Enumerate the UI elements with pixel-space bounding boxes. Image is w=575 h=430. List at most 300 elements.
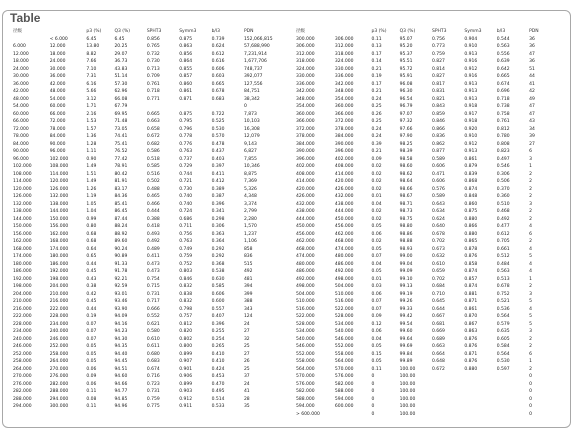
table-cell: 540.000 (296, 336, 315, 342)
table-cell: 69.95 (114, 111, 128, 117)
table-cell: 0.306 (496, 171, 510, 177)
table-cell: 0.514 (211, 396, 225, 402)
table-cell: 0.14 (371, 59, 382, 64)
table-cell: 24.000 (49, 59, 66, 64)
table-cell: 0 (529, 381, 532, 387)
table-cell: 492.000 (334, 269, 354, 274)
table-cell: 0.518 (146, 156, 160, 162)
table-cell: 0.05 (371, 224, 382, 229)
table-cell: 13.80 (86, 44, 100, 49)
table-cell: 564.000 (334, 359, 354, 364)
table-cell: 32 (243, 336, 250, 342)
table-cell: 498.000 (296, 284, 315, 289)
table-cell: 0.857 (179, 74, 193, 79)
table-cell: 0.702 (431, 239, 445, 244)
table-cell: 0.730 (146, 59, 160, 64)
table-cell: 0.02 (371, 164, 382, 169)
table-cell: 60.000 (13, 111, 29, 117)
table-cell: 108.000 (13, 171, 32, 177)
table-cell: 462.000 (334, 231, 354, 237)
table-cell: 0.616 (211, 59, 225, 64)
table-cell: 0.702 (431, 276, 445, 282)
table-cell: 0.493 (146, 231, 160, 237)
table-cell (334, 411, 371, 419)
table-cell: 0.477 (496, 224, 510, 229)
table-cell: 546.000 (296, 344, 315, 349)
table-cell: 7,369 (243, 179, 257, 184)
table-cell: 0.664 (431, 351, 445, 357)
table-cell: 0.05 (86, 359, 97, 364)
table-cell: 66.000 (49, 111, 66, 117)
table-cell: 492.000 (296, 276, 315, 282)
table-cell: 0.875 (179, 36, 193, 42)
table-cell: 99.84 (399, 351, 413, 357)
table-cell: 1.26 (86, 186, 97, 192)
table-cell: 78.91 (114, 164, 128, 169)
table-cell: 4 (529, 246, 532, 252)
table-cell (431, 403, 463, 411)
table-row (12, 66, 284, 74)
table-cell: 0.25 (371, 119, 382, 124)
table-cell: 0.370 (496, 186, 510, 192)
table-row (295, 66, 567, 74)
table-cell: 0.45 (86, 269, 97, 274)
table-cell: 481 (243, 276, 253, 282)
table-cell: 282.000 (49, 381, 69, 387)
table-cell: 0.05 (86, 351, 97, 357)
table-cell: 0.903 (179, 389, 193, 394)
table-cell: 10,346 (243, 164, 260, 169)
table-cell: 0.564 (496, 314, 510, 319)
table-cell: 558.000 (296, 359, 315, 364)
table-cell: 0.606 (211, 66, 225, 72)
table-cell: 0.521 (496, 299, 510, 304)
table-cell: 0.711 (179, 224, 193, 229)
table-cell: 0.630 (211, 276, 225, 282)
table-cell: 0.749 (179, 246, 193, 252)
table-cell: 0.05 (371, 246, 382, 252)
table-cell: 0.606 (431, 164, 445, 169)
table-row (295, 43, 567, 51)
table-cell: 27 (243, 351, 250, 357)
table-cell: 0.871 (464, 299, 478, 304)
table-cell: 0.763 (179, 239, 193, 244)
table-row (12, 58, 284, 66)
table-panel (2, 10, 571, 428)
table-cell: 594.000 (334, 396, 354, 402)
table-cell: 0.684 (431, 284, 445, 289)
table-cell: 318.000 (334, 51, 354, 57)
table-cell: 0.686 (179, 216, 193, 222)
table-cell: 0.576 (431, 186, 445, 192)
data-table-left (12, 28, 284, 411)
table-cell: 93.46 (114, 299, 128, 304)
table-cell (496, 411, 528, 419)
table-cell: 558.000 (334, 351, 354, 357)
table-cell: 0.396 (211, 321, 225, 327)
table-cell: 83.17 (114, 186, 128, 192)
table-row (12, 261, 284, 269)
table-row (295, 246, 567, 254)
table-row (295, 381, 567, 389)
table-cell: 0.731 (146, 291, 160, 297)
table-cell: 420.000 (334, 179, 354, 184)
table-cell: 198.000 (49, 276, 69, 282)
table-cell: 0.510 (496, 201, 510, 207)
table-cell: 94.23 (114, 329, 128, 334)
table-cell: 360.000 (334, 104, 354, 109)
table-cell (463, 403, 495, 411)
table-cell: 588.000 (296, 396, 315, 402)
table-cell: 0.814 (431, 66, 445, 72)
table-cell: 0.09 (371, 314, 382, 319)
table-cell: 438.000 (296, 209, 315, 214)
table-cell: 0.07 (86, 321, 97, 327)
table-cell: 0.488 (146, 186, 160, 192)
table-cell: 0.05 (371, 269, 382, 274)
table-cell: 94.09 (114, 314, 128, 319)
table-row (295, 96, 567, 104)
table-cell: 0.502 (146, 179, 160, 184)
table-cell: 300.000 (49, 404, 69, 409)
table-cell: 0.45 (86, 299, 97, 304)
table-cell: 0.680 (146, 351, 160, 357)
table-cell: 0.710 (431, 291, 445, 297)
table-row (295, 156, 567, 164)
table-cell: 0.705 (496, 239, 510, 244)
table-cell: 66.08 (114, 96, 128, 102)
table-row (295, 111, 567, 119)
table-row (295, 358, 567, 366)
table-row (295, 306, 567, 314)
table-cell: 0.24 (371, 96, 382, 102)
table-cell: 0.07 (371, 299, 382, 304)
table-cell: 1.28 (86, 141, 97, 147)
table-cell: 0.718 (496, 96, 510, 102)
table-cell: 0.407 (211, 314, 225, 319)
table-cell: 0.644 (431, 306, 445, 312)
table-cell: 396.000 (296, 156, 315, 162)
table-cell: 1.36 (86, 134, 97, 139)
table-cell: 47 (529, 111, 535, 117)
table-cell: 0.17 (371, 51, 382, 57)
table-cell: 0.862 (431, 141, 445, 147)
table-row (295, 268, 567, 276)
table-cell: 28 (243, 396, 250, 402)
table-cell: 394 (243, 284, 253, 289)
table-cell: 0.19 (86, 314, 97, 319)
table-cell: 98.86 (399, 231, 413, 237)
table-cell: 6.000 (13, 44, 26, 49)
table-cell: 330.000 (334, 66, 354, 72)
table-cell: 0.557 (211, 306, 225, 312)
table-cell: 2 (529, 209, 532, 214)
table-row (12, 156, 284, 164)
table-cell: 0.410 (211, 351, 225, 357)
table-cell: 0.68 (86, 239, 97, 244)
table-cell: 96.54 (399, 96, 413, 102)
table-cell: 0.798 (179, 306, 193, 312)
table-cell: 0.672 (431, 366, 445, 372)
table-cell: 432.000 (296, 201, 315, 207)
table-cell: 91.78 (114, 269, 128, 274)
table-cell: 150.000 (13, 224, 32, 229)
table-row (295, 103, 567, 111)
table-cell: 162.000 (49, 231, 69, 237)
table-cell: 41 (529, 81, 535, 87)
table-cell: 540.000 (334, 329, 354, 334)
table-cell: 366.000 (296, 119, 315, 124)
table-cell: 0.752 (496, 291, 510, 297)
table-cell: 174.000 (13, 254, 32, 259)
table-row (12, 276, 284, 284)
table-row (295, 276, 567, 284)
table-cell: 0.06 (371, 329, 382, 334)
table-cell: 288.000 (49, 389, 69, 394)
table-cell: 0.68 (86, 231, 97, 237)
table-cell: 0.410 (211, 359, 225, 364)
table-cell: 0.564 (496, 351, 510, 357)
table-cell: 0.858 (464, 261, 478, 267)
table-cell: 468.000 (334, 239, 354, 244)
table-cell: 36 (529, 44, 535, 49)
table-cell: 0.665 (211, 81, 225, 87)
table-row (12, 283, 284, 291)
table-cell: 0.570 (211, 134, 225, 139)
table-cell: 0.411 (211, 171, 225, 177)
table-cell: 0.744 (179, 171, 193, 177)
table-cell: < 6.000 (49, 36, 68, 42)
table-cell: 0.06 (86, 381, 97, 387)
table-cell: 0.913 (464, 89, 478, 94)
table-cell: 312.000 (296, 51, 315, 57)
table-row (295, 201, 567, 209)
table-cell: 90.000 (49, 141, 66, 147)
table-cell: 0.848 (464, 194, 478, 199)
table-cell: 0.473 (146, 269, 160, 274)
table-cell: 7.10 (86, 66, 97, 72)
table-cell: 324.000 (334, 59, 354, 64)
table-cell (463, 373, 495, 381)
table-cell: 0.05 (371, 359, 382, 364)
table-cell (178, 103, 210, 111)
table-cell: 0.911 (179, 404, 193, 409)
table-cell: 16,308 (243, 126, 260, 132)
table-cell: 336.000 (334, 74, 354, 79)
table-cell: 0.07 (371, 254, 382, 259)
table-cell: 343 (243, 306, 253, 312)
table-cell: 0.683 (211, 96, 225, 102)
table-cell: 0.913 (464, 149, 478, 154)
table-cell: 0.546 (496, 164, 510, 169)
table-cell: 336.000 (296, 81, 315, 87)
table-cell: 0.453 (211, 374, 225, 379)
table-cell: 0.715 (146, 284, 160, 289)
table-cell: 89.60 (114, 239, 128, 244)
table-cell: 570.000 (334, 366, 354, 372)
table-cell: 72.000 (49, 119, 66, 124)
table-cell: 0.397 (211, 164, 225, 169)
table-cell: 0.832 (179, 299, 193, 304)
table-cell: 100.00 (399, 374, 416, 379)
table-cell: 97.66 (399, 126, 413, 132)
table-cell: 0.740 (179, 201, 193, 207)
table-cell: 3 (529, 156, 532, 162)
table-cell: 552.000 (334, 344, 354, 349)
table-row (12, 186, 284, 194)
table-cell: 18.000 (13, 59, 29, 64)
table-cell: 94.51 (114, 366, 128, 372)
table-cell: 0.19 (371, 74, 382, 79)
table-cell: 43.83 (114, 66, 128, 72)
table-row (12, 358, 284, 366)
table-cell: 0.600 (211, 299, 225, 304)
table-cell: 432.000 (334, 194, 354, 199)
table-cell: 0 (529, 411, 532, 417)
table-cell (431, 396, 463, 404)
table-cell: 162.000 (13, 239, 32, 244)
table-row (12, 246, 284, 254)
table-cell: 0.773 (431, 44, 445, 49)
table-cell: 0.839 (464, 171, 478, 177)
table-cell: 0.525 (211, 119, 225, 124)
table-cell: 0.403 (211, 156, 225, 162)
table-cell: 100.00 (399, 396, 416, 402)
table-cell: 0.08 (86, 396, 97, 402)
table-cell: 0.709 (146, 74, 160, 79)
table-cell: 0.01 (371, 194, 382, 199)
table-cell: 0.03 (371, 284, 382, 289)
table-cell: 25 (243, 344, 250, 349)
table-cell: 0.754 (146, 276, 160, 282)
table-cell: 1.05 (86, 201, 97, 207)
table-cell: 0.674 (496, 81, 510, 87)
table-cell: 25 (243, 366, 250, 372)
table-row (295, 403, 567, 411)
table-cell: 27 (243, 329, 250, 334)
table-cell: 0.341 (211, 209, 225, 214)
table-cell: 99.00 (399, 254, 413, 259)
table-header-row (295, 28, 567, 36)
table-row (12, 111, 284, 119)
table-cell: 180.000 (13, 261, 32, 267)
table-cell: 0.597 (496, 366, 510, 372)
table-cell: 0.761 (146, 81, 160, 87)
table-row (295, 321, 567, 329)
table-cell: 2 (529, 284, 532, 289)
table-cell: 98.60 (399, 164, 413, 169)
table-cell: 0.255 (211, 329, 225, 334)
table-cell: 0.530 (496, 359, 510, 364)
table-cell: 90.24 (114, 246, 128, 252)
table-cell (463, 388, 495, 396)
table-cell: 2 (529, 216, 532, 222)
table-cell: 450.000 (334, 216, 354, 222)
table-cell: 0.579 (496, 321, 510, 327)
table-cell: 528.000 (334, 314, 354, 319)
table-cell: 0.913 (464, 96, 478, 102)
table-cell: 0.874 (464, 186, 478, 192)
table-cell: 186.000 (49, 261, 69, 267)
table-cell: 84,751 (243, 89, 260, 94)
table-cell (431, 388, 463, 396)
table-cell: 93.90 (114, 306, 128, 312)
table-cell: 99.10 (399, 276, 413, 282)
table-cell: 0.11 (371, 36, 382, 42)
table-cell: 0.360 (496, 194, 510, 199)
table-cell: 0.04 (371, 201, 382, 207)
table-cell: 96.79 (399, 104, 413, 109)
table-cell: 99.89 (399, 359, 413, 364)
table-cell: 204.000 (13, 291, 32, 297)
table-cell: 264.000 (49, 359, 69, 364)
table-cell: 74.41 (114, 134, 128, 139)
table-cell: 54.000 (13, 104, 29, 109)
table-cell: 0.254 (211, 336, 225, 342)
table-cell: 246.000 (13, 344, 32, 349)
table-cell: 0.870 (464, 314, 478, 319)
table-cell: 180.000 (49, 254, 69, 259)
table-cell: 0.484 (496, 261, 510, 267)
table-cell: 348.000 (296, 96, 315, 102)
table-cell: 138.000 (13, 209, 32, 214)
table-cell: 2 (529, 194, 532, 199)
table-row (295, 238, 567, 246)
table-cell: 0.64 (86, 246, 97, 252)
table-cell: 98.25 (399, 141, 413, 147)
table-row (12, 171, 284, 179)
table-cell: 0.860 (464, 201, 478, 207)
table-cell: 366.000 (334, 111, 354, 117)
table-cell: 216.000 (49, 299, 69, 304)
table-cell: 0.513 (496, 276, 510, 282)
table-cell: 0 (371, 396, 375, 402)
table-cell: 3 (529, 329, 532, 334)
table-cell: 0.874 (464, 284, 478, 289)
table-cell: 6 (529, 351, 532, 357)
table-cell: 168.000 (13, 246, 32, 252)
table-cell: 348.000 (334, 89, 354, 94)
table-cell: 2,799 (243, 209, 257, 214)
table-cell: 99.13 (399, 284, 413, 289)
table-cell: 0.02 (371, 179, 382, 184)
table-cell: 0.610 (146, 336, 160, 342)
table-cell: 234.000 (49, 321, 69, 327)
table-cell: 5 (529, 321, 532, 327)
table-cell (431, 373, 463, 381)
table-cell: 0.876 (464, 336, 478, 342)
table-cell: 0.292 (211, 246, 225, 252)
table-cell: 0.495 (211, 389, 225, 394)
table-cell: 0.624 (431, 216, 445, 222)
table-cell: 0 (371, 374, 375, 379)
table-cell: 2 (529, 336, 532, 342)
data-table-right (295, 28, 567, 418)
table-cell (463, 396, 495, 404)
table-cell: 0.776 (179, 141, 193, 147)
table-cell: 98.93 (399, 246, 413, 252)
table-cell: 144.000 (49, 209, 69, 214)
table-cell: 0.11 (86, 389, 97, 394)
table-cell: 0.02 (371, 216, 382, 222)
table-cell: 47 (529, 104, 535, 109)
table-row (295, 126, 567, 134)
table-cell: 91.33 (114, 261, 128, 267)
table-cell: 97.32 (399, 119, 413, 124)
table-cell: 498.000 (334, 276, 354, 282)
table-cell: 0 (529, 404, 532, 409)
table-cell: 0.530 (211, 126, 225, 132)
